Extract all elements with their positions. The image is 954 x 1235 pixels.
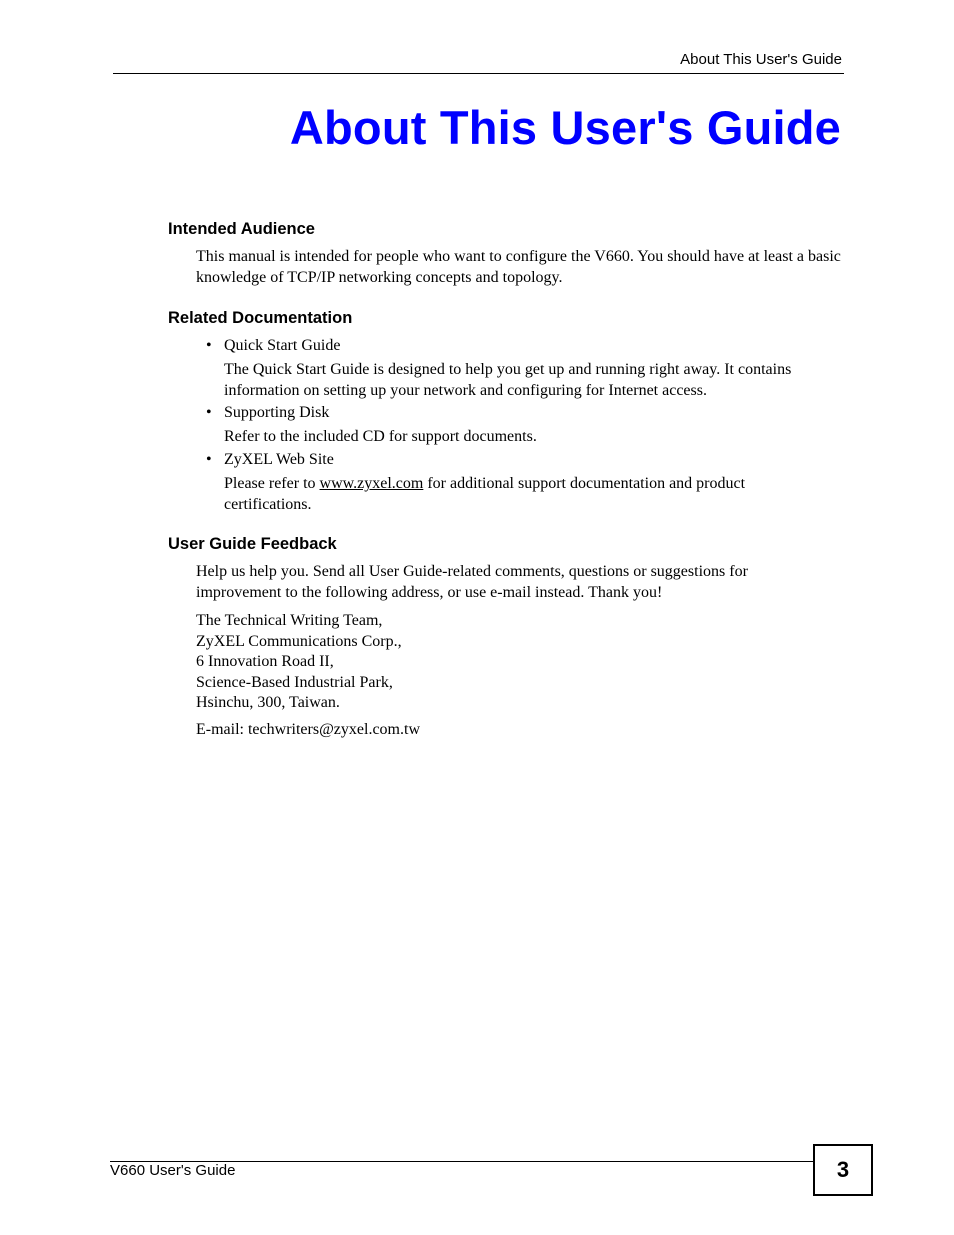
- address-line: ZyXEL Communications Corp.,: [196, 632, 402, 650]
- zyxel-website-link[interactable]: www.zyxel.com: [319, 475, 424, 492]
- header-rule: [113, 73, 844, 74]
- address-line: The Technical Writing Team,: [196, 612, 383, 629]
- feedback-email: E-mail: techwriters@zyxel.com.tw: [196, 721, 420, 738]
- description-text-after: for additional support documentation and product certifications.: [224, 475, 746, 513]
- list-item-quick-start: [206, 336, 340, 357]
- list-item-label: ZyXEL Web Site: [224, 451, 334, 468]
- bullet-icon: •: [206, 404, 212, 421]
- intended-audience-text: This manual is intended for people who want to configure the V660. You should have at least a basic knowledge of TCP/IP networking concepts and topology.: [196, 248, 841, 286]
- feedback-text: Help us help you. Send all User Guide-related comments, questions or suggestions for improvement to the following address, or use e-mail instead. Thank you!: [196, 563, 748, 601]
- heading-related-documentation: Related Documentation: [168, 309, 353, 327]
- address-line: Science-Based Industrial Park,: [196, 673, 393, 691]
- heading-user-guide-feedback: User Guide Feedback: [168, 535, 337, 553]
- list-item-web-site: [206, 450, 334, 471]
- list-item-label: Supporting Disk: [224, 404, 330, 421]
- running-header: About This User's Guide: [680, 51, 842, 68]
- address-line: Hsinchu, 300, Taiwan.: [196, 694, 340, 711]
- page-title: About This User's Guide: [289, 101, 841, 154]
- list-item-description: [224, 474, 824, 515]
- list-item-label: Quick Start Guide: [224, 337, 341, 354]
- page-number: 3: [813, 1144, 873, 1196]
- address-line: 6 Innovation Road II,: [196, 653, 334, 670]
- mailing-address: [196, 611, 846, 714]
- list-item-description: Refer to the included CD for support documents.: [224, 428, 537, 445]
- footer-guide-name: V660 User's Guide: [110, 1162, 236, 1179]
- description-text-before: Please refer to: [224, 475, 320, 492]
- list-item-description: The Quick Start Guide is designed to help you get up and running right away. It contains information on setting up your network and configuring for Internet access.: [224, 361, 792, 399]
- bullet-icon: •: [206, 337, 212, 354]
- list-item-supporting-disk: [206, 403, 329, 424]
- heading-intended-audience: Intended Audience: [168, 220, 315, 238]
- bullet-icon: •: [206, 451, 212, 468]
